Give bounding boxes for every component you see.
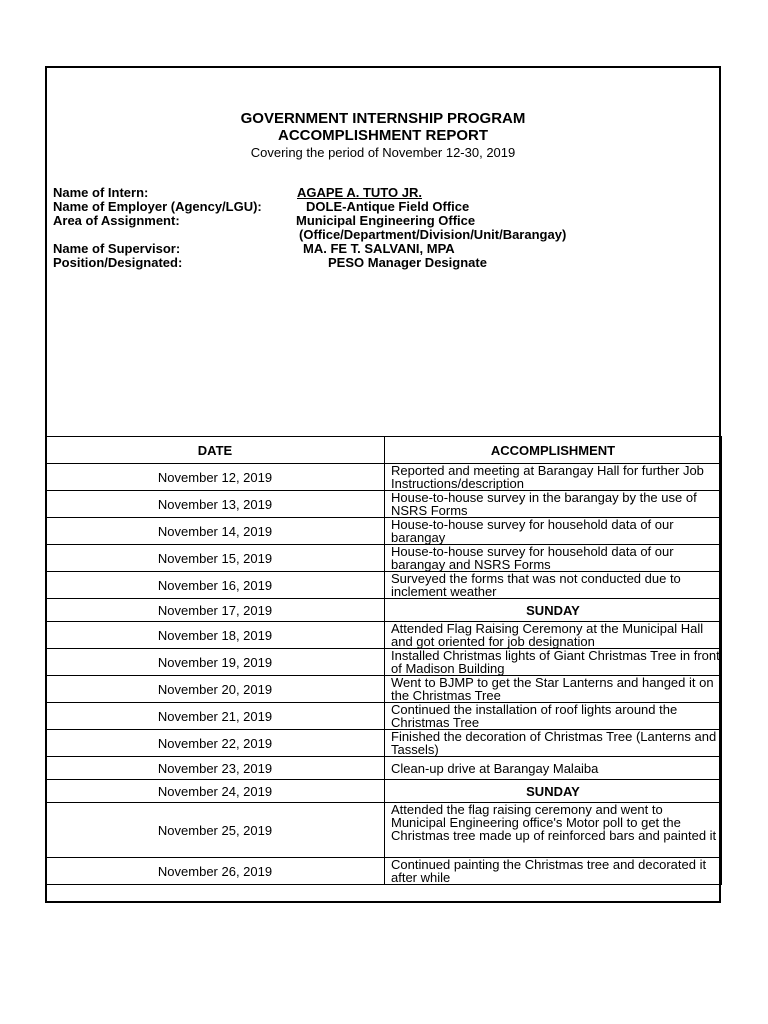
table-row <box>46 464 722 491</box>
position-value: PESO Manager Designate <box>328 255 487 270</box>
row-accomplishment: Continued the installation of roof lights around the Christmas Tree <box>385 703 722 730</box>
table-row <box>46 649 722 676</box>
table-row <box>46 676 722 703</box>
row-date: November 20, 2019 <box>46 676 385 703</box>
row-accomplishment: Continued painting the Christmas tree and decorated it after while <box>385 858 722 885</box>
row-accomplishment: Attended the flag raising ceremony and went to Municipal Engineering office's Motor poll to get the Christmas tree made up of reinforced bars and painted it <box>385 803 722 858</box>
area-value: Municipal Engineering Office <box>296 213 476 228</box>
table-row <box>46 599 722 622</box>
row-accomplishment: SUNDAY <box>385 780 722 803</box>
row-date: November 13, 2019 <box>46 491 385 518</box>
row-accomplishment: House-to-house survey for household data of our barangay <box>385 518 722 545</box>
report-frame <box>45 66 721 903</box>
area-note: (Office/Department/Division/Unit/Barangay) <box>299 227 567 242</box>
row-accomplishment: Finished the decoration of Christmas Tree (Lanterns and Tassels) <box>385 730 722 757</box>
table-row <box>46 730 722 757</box>
row-accomplishment: Clean-up drive at Barangay Malaiba <box>385 757 722 780</box>
row-accomplishment: SUNDAY <box>385 599 722 622</box>
row-accomplishment: Reported and meeting at Barangay Hall for further Job Instructions/description <box>385 464 722 491</box>
supervisor-value: MA. FE T. SALVANI, MPA <box>303 241 455 256</box>
row-accomplishment: House-to-house survey in the barangay by the use of NSRS Forms <box>385 491 722 518</box>
table-row <box>46 780 722 803</box>
table-row <box>46 491 722 518</box>
row-date: November 15, 2019 <box>46 545 385 572</box>
row-date: November 12, 2019 <box>46 464 385 491</box>
table-row <box>46 518 722 545</box>
row-date: November 17, 2019 <box>46 599 385 622</box>
row-accomplishment: Surveyed the forms that was not conducted due to inclement weather <box>385 572 722 599</box>
row-date: November 22, 2019 <box>46 730 385 757</box>
report-title: GOVERNMENT INTERNSHIP PROGRAM <box>240 110 526 127</box>
report-period: Covering the period of November 12-30, 2019 <box>250 145 516 160</box>
table-row <box>46 622 722 649</box>
intern-value: AGAPE A. TUTO JR. <box>297 185 422 200</box>
row-date: November 16, 2019 <box>46 572 385 599</box>
position-label: Position/Designated: <box>53 255 183 270</box>
row-date: November 25, 2019 <box>46 803 385 858</box>
table-row <box>46 803 722 858</box>
row-date: November 18, 2019 <box>46 622 385 649</box>
report-subtitle: ACCOMPLISHMENT REPORT <box>278 127 488 144</box>
table-row <box>46 703 722 730</box>
table-row <box>46 572 722 599</box>
row-date: November 24, 2019 <box>46 780 385 803</box>
row-date: November 19, 2019 <box>46 649 385 676</box>
employer-label: Name of Employer (Agency/LGU): <box>53 199 262 214</box>
row-accomplishment: House-to-house survey for household data of our barangay and NSRS Forms <box>385 545 722 572</box>
table-row <box>46 757 722 780</box>
row-accomplishment: Installed Christmas lights of Giant Christmas Tree in front of Madison Building <box>385 649 722 676</box>
row-accomplishment: Went to BJMP to get the Star Lanterns and hanged it on the Christmas Tree <box>385 676 722 703</box>
row-date: November 26, 2019 <box>46 858 385 885</box>
table-row <box>46 545 722 572</box>
date-column-header: DATE <box>46 437 385 464</box>
table-header-row <box>46 437 722 464</box>
row-date: November 14, 2019 <box>46 518 385 545</box>
accomplishment-table <box>45 436 722 885</box>
row-date: November 21, 2019 <box>46 703 385 730</box>
table-row <box>46 858 722 885</box>
area-label: Area of Assignment: <box>53 213 180 228</box>
intern-label: Name of Intern: <box>53 185 149 200</box>
employer-value: DOLE-Antique Field Office <box>306 199 470 214</box>
row-accomplishment: Attended Flag Raising Ceremony at the Municipal Hall and got oriented for job designation <box>385 622 722 649</box>
supervisor-label: Name of Supervisor: <box>53 241 181 256</box>
row-date: November 23, 2019 <box>46 757 385 780</box>
accomplishment-column-header: ACCOMPLISHMENT <box>385 437 722 464</box>
